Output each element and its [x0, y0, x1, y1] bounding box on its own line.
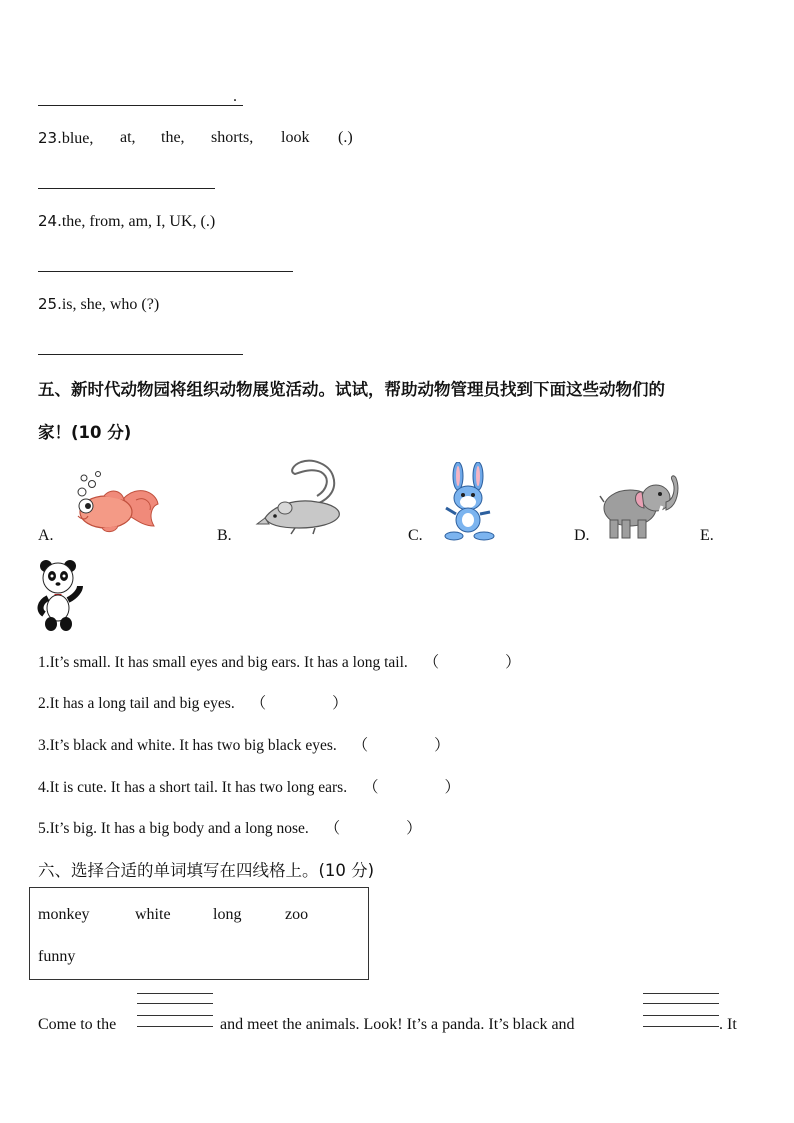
option-e-label: E.	[700, 527, 714, 544]
option-b-label: B.	[217, 527, 232, 544]
question-23-number: 23.	[38, 129, 62, 147]
question-23	[38, 129, 353, 148]
mouse-icon	[255, 458, 347, 540]
question-text: 2.It has a long tail and big eyes.	[38, 695, 235, 712]
q23-word-3: the,	[161, 129, 185, 146]
answer-paren[interactable]: （ ）	[362, 779, 460, 796]
option-a-label: A.	[38, 527, 54, 544]
answer-line-25[interactable]	[38, 354, 243, 355]
option-d-label: D.	[574, 527, 590, 544]
word-bank-box	[29, 887, 369, 980]
section-5-title-line-2: 家！(10 分)	[38, 423, 132, 442]
section-5-title-line-1: 五、新时代动物园将组织动物展览活动。试试，帮助动物管理员找到下面这些动物们的	[38, 380, 665, 399]
answer-22-period: .	[233, 88, 237, 105]
word-bank-item: zoo	[285, 906, 309, 923]
q23-word-6: (.)	[338, 129, 353, 146]
answer-paren[interactable]: （ ）	[352, 737, 450, 754]
rabbit-icon	[438, 462, 500, 542]
question-text: 5.It’s big. It has a big body and a long nose.	[38, 820, 309, 837]
word-bank-item: long	[213, 906, 242, 923]
matching-question-1	[38, 650, 521, 672]
question-24-number: 24.	[38, 212, 62, 230]
answer-line-22[interactable]	[38, 105, 243, 106]
answer-paren[interactable]: （ ）	[250, 695, 348, 712]
answer-line-24[interactable]	[38, 271, 293, 272]
panda-icon	[36, 558, 88, 632]
question-25-number: 25.	[38, 295, 62, 313]
passage-part-2: and meet the animals. Look! It’s a panda. It’s black and	[220, 1016, 575, 1033]
word-bank-item: funny	[38, 948, 76, 965]
goldfish-icon	[64, 470, 160, 534]
question-text: 3.It’s black and white. It has two big black eyes.	[38, 737, 337, 754]
question-25-text: is, she, who (?)	[61, 296, 160, 313]
answer-paren[interactable]: （ ）	[423, 654, 521, 671]
section-6-title: 六、选择合适的单词填写在四线格上。(10 分)	[38, 861, 375, 880]
q23-word-4: shorts,	[211, 129, 254, 146]
question-25	[38, 295, 159, 314]
q23-word-5: look	[281, 129, 310, 146]
word-bank-item: white	[135, 906, 171, 923]
question-24	[38, 212, 215, 231]
matching-question-5	[38, 816, 422, 838]
question-text: 1.It’s small. It has small eyes and big ears. It has a long tail.	[38, 654, 408, 671]
matching-question-3	[38, 733, 450, 755]
question-text: 4.It is cute. It has a short tail. It has two long ears.	[38, 779, 348, 796]
option-c-label: C.	[408, 527, 423, 544]
question-24-text: the, from, am, I, UK, (.)	[61, 213, 216, 230]
matching-question-2	[38, 691, 348, 713]
elephant-icon	[598, 472, 680, 542]
four-line-blank-2[interactable]	[643, 993, 719, 1026]
answer-line-23[interactable]	[38, 188, 215, 189]
answer-paren[interactable]: （ ）	[324, 820, 422, 837]
q23-word-1: blue,	[61, 130, 94, 147]
q23-word-2: at,	[120, 129, 136, 146]
matching-question-4	[38, 775, 460, 797]
word-bank-item: monkey	[38, 906, 90, 923]
passage-part-1: Come to the	[38, 1016, 117, 1033]
four-line-blank-1[interactable]	[137, 993, 213, 1026]
passage-part-3: . It	[719, 1016, 737, 1033]
